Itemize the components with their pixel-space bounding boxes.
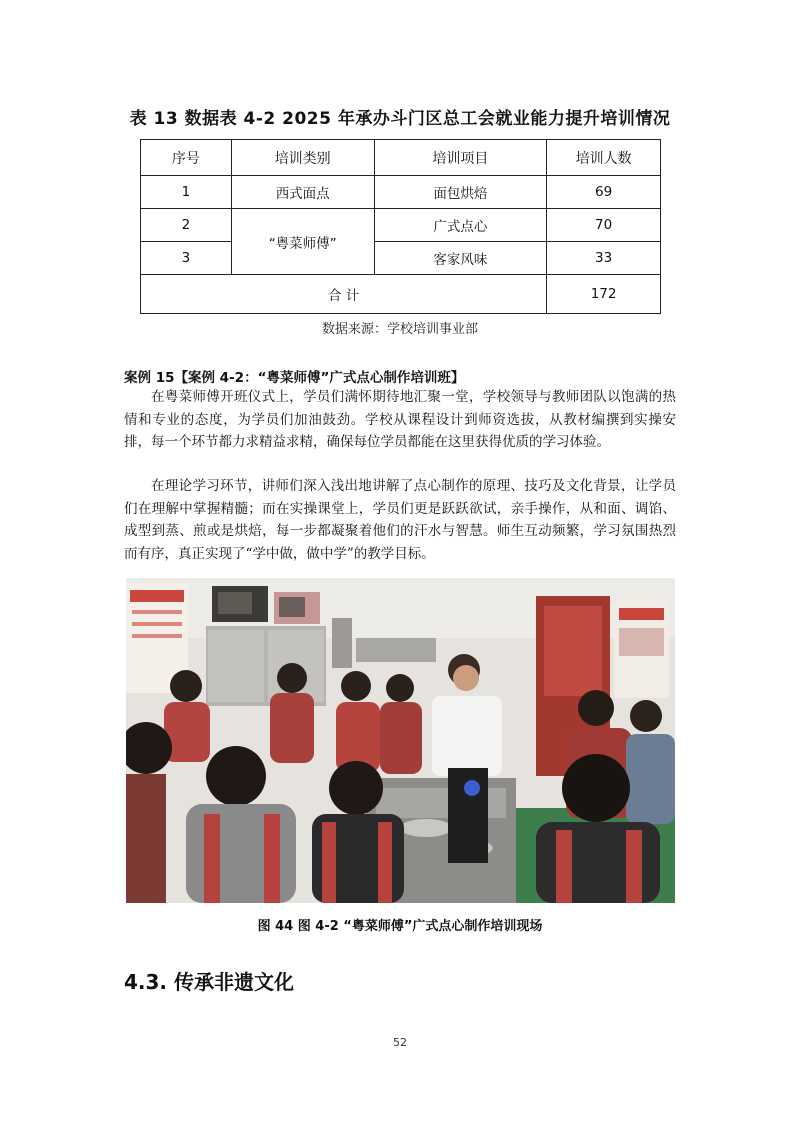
page-number: 52 [393, 1036, 407, 1049]
cell-count: 69 [547, 176, 661, 209]
header-no: 序号 [141, 140, 232, 176]
section-heading: 4.3. 传承非遗文化 [124, 970, 294, 994]
cell-category: 西式面点 [231, 176, 374, 209]
table-total-row [141, 275, 661, 314]
cell-category: “粤菜师傅” [231, 209, 374, 275]
training-table [140, 139, 661, 314]
cell-project: 面包烘焙 [374, 176, 547, 209]
case-paragraph: 在理论学习环节，讲师们深入浅出地讲解了点心制作的原理、技巧及文化背景，让学员们在理解中掌握精髓；而在实操课堂上，学员们更是跃跃欲试，亲手操作，从和面、调馅、成型到蒸、煎或是烘焙，每一步都凝聚着他们的汗水与智慧。师生互动频繁，学习氛围热烈而有序，真正实现了“学中做，做中学”的教学目标。 [124, 478, 676, 562]
cell-total-label: 合 计 [141, 275, 547, 314]
table-header-row [141, 140, 661, 176]
cell-project: 客家风味 [374, 242, 547, 275]
training-scene-illustration [126, 578, 675, 903]
header-count: 培训人数 [547, 140, 661, 176]
table-row [141, 176, 661, 209]
header-category: 培训类别 [231, 140, 374, 176]
cell-count: 70 [547, 209, 661, 242]
figure-caption: 图 44 图 4-2 “粤菜师傅”广式点心制作培训现场 [257, 919, 543, 934]
cell-no: 3 [141, 242, 232, 275]
table-title: 表 13 数据表 4-2 2025 年承办斗门区总工会就业能力提升培训情况 [129, 109, 671, 129]
training-photo [126, 578, 675, 903]
cell-count: 33 [547, 242, 661, 275]
cell-total-value: 172 [547, 275, 661, 314]
table-row [141, 242, 661, 275]
case-title: 案例 15【案例 4-2：“粤菜师傅”广式点心制作培训班】 [124, 370, 465, 386]
cell-no: 2 [141, 209, 232, 242]
cell-project: 广式点心 [374, 209, 547, 242]
header-project: 培训项目 [374, 140, 547, 176]
table-source: 数据来源：学校培训事业部 [321, 322, 478, 337]
table-row [141, 209, 661, 242]
case-paragraph: 在粤菜师傅开班仪式上，学员们满怀期待地汇聚一堂，学校领导与教师团队以饱满的热情和专业的态度，为学员们加油鼓劲。学校从课程设计到师资选拔，从教材编撰到实操安排，每一个环节都力求精益求精，确保每位学员都能在这里获得优质的学习体验。 [124, 389, 676, 450]
cell-no: 1 [141, 176, 232, 209]
